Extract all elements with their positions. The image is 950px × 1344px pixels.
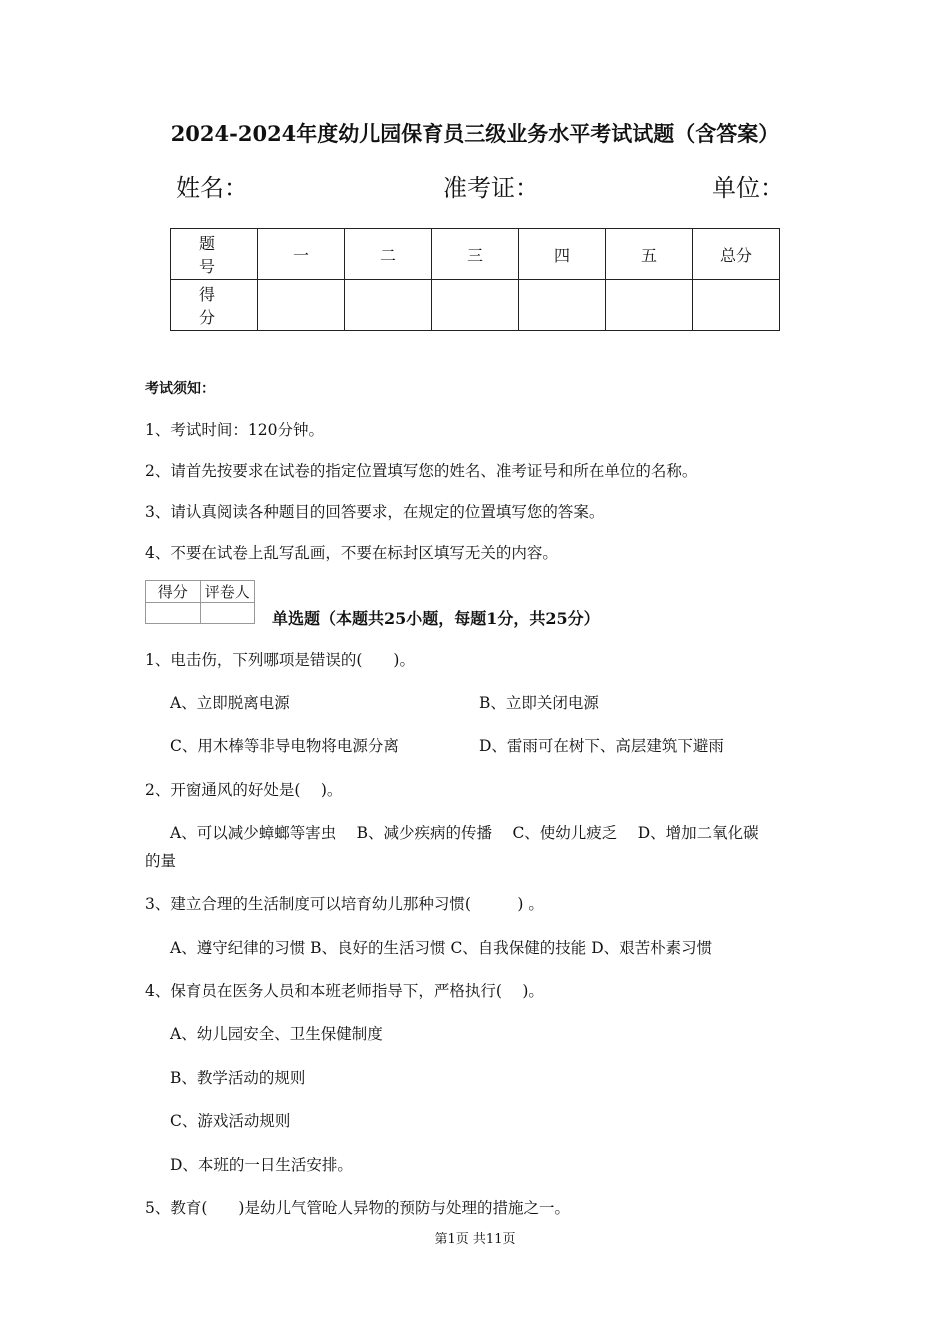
notice-heading: 考试须知： [145,381,215,397]
score-header-1: 一 [258,229,345,280]
score-table [170,228,780,331]
question-stem: 3、建立合理的生活制度可以培育幼儿那种习惯( ) 。 [145,895,544,913]
score-header-5: 五 [606,229,693,280]
question-stem: 4、保育员在医务人员和本班老师指导下，严格执行( )。 [145,982,544,1000]
score-cell-1[interactable] [258,280,345,331]
score-table-score-row [171,280,780,331]
score-cell-3[interactable] [432,280,519,331]
score-header-4: 四 [519,229,606,280]
question-stem: 2、开窗通风的好处是( )。 [145,781,343,799]
score-cell-5[interactable] [606,280,693,331]
grader-score-cell[interactable] [146,603,201,624]
score-row-label: 得 分 [171,280,258,331]
notice-item: 1、考试时间：120分钟。 [145,421,324,439]
notice-item: 3、请认真阅读各种题目的回答要求，在规定的位置填写您的答案。 [145,503,605,521]
question-option: D、本班的一日生活安排。 [170,1156,353,1174]
question-options-line: 的量 [145,852,177,870]
score-header-3: 三 [432,229,519,280]
grader-box [145,580,255,624]
notice-item: 2、请首先按要求在试卷的指定位置填写您的姓名、准考证号和所在单位的名称。 [145,462,698,480]
question-option: A、幼儿园安全、卫生保健制度 [170,1025,383,1043]
score-cell-total[interactable] [693,280,780,331]
question-option: C、用木棒等非导电物将电源分离 [170,737,399,755]
page-title: 2024-2024年度幼儿园保育员三级业务水平考试试题（含答案） [170,121,780,146]
question-stem: 1、电击伤，下列哪项是错误的( )。 [145,651,415,669]
score-table-header-row [171,229,780,280]
question-options-line: A、遵守纪律的习惯 B、良好的生活习惯 C、自我保健的技能 D、艰苦朴素习惯 [170,939,713,957]
unit-field-label: 单位： [712,174,784,202]
notice-item: 4、不要在试卷上乱写乱画，不要在标封区填写无关的内容。 [145,544,558,562]
score-header-question-no: 题 号 [171,229,258,280]
question-option: A、立即脱离电源 [170,694,290,712]
section-title: 单选题（本题共25小题，每题1分，共25分） [272,609,600,628]
question-stem: 5、教育( )是幼儿气管呛人异物的预防与处理的措施之一。 [145,1199,570,1217]
page-footer: 第1页 共11页 [434,1232,516,1247]
score-cell-2[interactable] [345,280,432,331]
score-header-total: 总分 [693,229,780,280]
question-options-line: A、可以减少蟑螂等害虫 B、减少疾病的传播 C、使幼儿疲乏 D、增加二氧化碳 [170,824,759,842]
score-cell-4[interactable] [519,280,606,331]
exam-id-field-label: 准考证： [443,174,539,202]
question-option: B、立即关闭电源 [479,694,599,712]
score-header-2: 二 [345,229,432,280]
grader-score-label: 得分 [146,581,201,603]
grader-name-label: 评卷人 [200,581,255,603]
grader-name-cell[interactable] [200,603,255,624]
name-field-label: 姓名： [176,174,248,202]
question-option: D、雷雨可在树下、高层建筑下避雨 [479,737,724,755]
question-option: B、教学活动的规则 [170,1069,306,1087]
question-option: C、游戏活动规则 [170,1112,291,1130]
